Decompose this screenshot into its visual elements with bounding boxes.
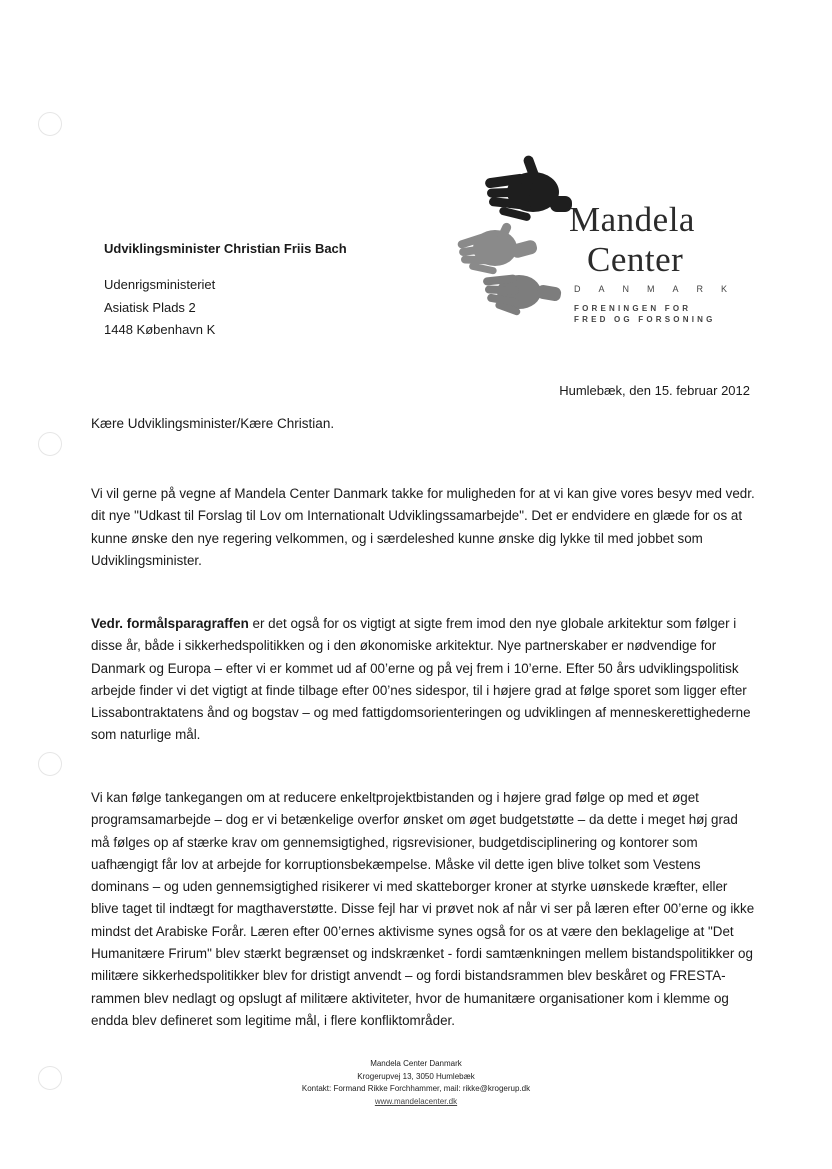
letter-footer	[0, 1058, 832, 1108]
paragraph-purpose	[91, 613, 756, 747]
recipient-org: Udenrigsministeriet	[104, 277, 216, 292]
footer-contact: Kontakt: Formand Rikke Forchhammer, mail: rikke@krogerup.dk	[301, 1084, 531, 1093]
logo-tagline-line2: FRED OG FORSONING	[574, 315, 716, 324]
recipient-street: Asiatisk Plads 2	[104, 300, 196, 315]
paragraph-purpose-lead: Vedr. formålsparagraffen	[91, 616, 249, 631]
footer-website-link[interactable]: www.mandelacenter.dk	[374, 1096, 458, 1106]
logo-country: DANMARK	[574, 284, 746, 294]
paragraph-budget-support: Vi kan følge tankegangen om at reducere enkeltprojektbistanden og i højere grad følge op med et øget programsamarbejde – dog er vi betænkelige overfor ønsket om øget budgetstøtte – da dette i meget høj grad må følges op af stærke krav om gennemsigtighed, rigsrevisioner, budgetdisciplinering og kontorer som uafhængigt får lov at arbejde for korruptionsbekæmpelse. Måske vil dette igen blive tolket som Vestens dominans – og uden gennemsigtighed risikerer vi med skatteborger kroner at styrke uønskede kræfter, eller blive taget til indtægt for magthaverstøtte. Disse fejl har vi prøvet nok af når vi ser på læren efter 00’erne og ikke mindst det Arabiske Forår. Læren efter 00’ernes aktivisme synes også for os at være den beklagelige at "Det Humanitære Frirum" blev stærkt begrænset og indskrænket - fordi samtænkningen mellem bistandspolitikker og militære sikkerhedspolitikker blev for dristigt anvendt – og fordi bistandsrammen blev beskåret og FRESTA-rammen blev nedlagt og opslugt af militære aktiviteter, hvor de humanitære organisationer kom i klemme og endda blev defineret som legitime mål, i flere konfliktområder.	[91, 790, 755, 1028]
footer-address: Krogerupvej 13, 3050 Humlebæk	[357, 1071, 475, 1081]
recipient-city: 1448 København K	[104, 322, 216, 337]
paragraph-purpose-text: er det også for os vigtigt at sigte frem imod den nye globale arkitektur som følger i disse år, både i sikkerhedspolitikken og i den økonomiske arkitektur. Nye partnerskaber er nødvendige for Danmark og Europa – efter vi er kommet ud af 00’erne og på vej frem i 10’erne. Efter 50 års udviklingspolitisk arbejde finder vi det vigtigt at finde tilbage efter 00’nes sidespor, til i højere grad at følge sporet som ligger efter Lissabontraktatens ånd og bogstav – og med fattigdomsorienteringen og udviklingen af menneskerettighederne som naturlige mål.	[91, 616, 751, 743]
logo-name-center: Center	[587, 240, 684, 279]
hands-logo-icon	[455, 150, 575, 335]
logo-tagline-line1: FORENINGEN FOR	[574, 304, 692, 313]
punch-hole-mark	[38, 752, 62, 776]
punch-hole-mark	[38, 432, 62, 456]
mandela-center-logo	[455, 150, 746, 335]
recipient-name: Udviklingsminister Christian Friis Bach	[104, 241, 347, 256]
logo-name-mandela: Mandela	[569, 200, 695, 239]
letter-date: Humlebæk, den 15. februar 2012	[559, 383, 750, 398]
logo-tagline	[574, 303, 716, 325]
salutation: Kære Udviklingsminister/Kære Christian.	[91, 416, 335, 431]
paragraph-intro: Vi vil gerne på vegne af Mandela Center Danmark takke for muligheden for at vi kan give vores besyv med vedr. dit nye "Udkast til Forslag til Lov om Internationalt Udviklingssamarbejde". Det er endvidere en glæde for os at kunne ønske den nye regering velkommen, og i særdeleshed kunne ønske dig lykke til med jobbet som Udviklingsminister.	[91, 486, 755, 568]
punch-hole-mark	[38, 112, 62, 136]
footer-org: Mandela Center Danmark	[370, 1059, 462, 1068]
